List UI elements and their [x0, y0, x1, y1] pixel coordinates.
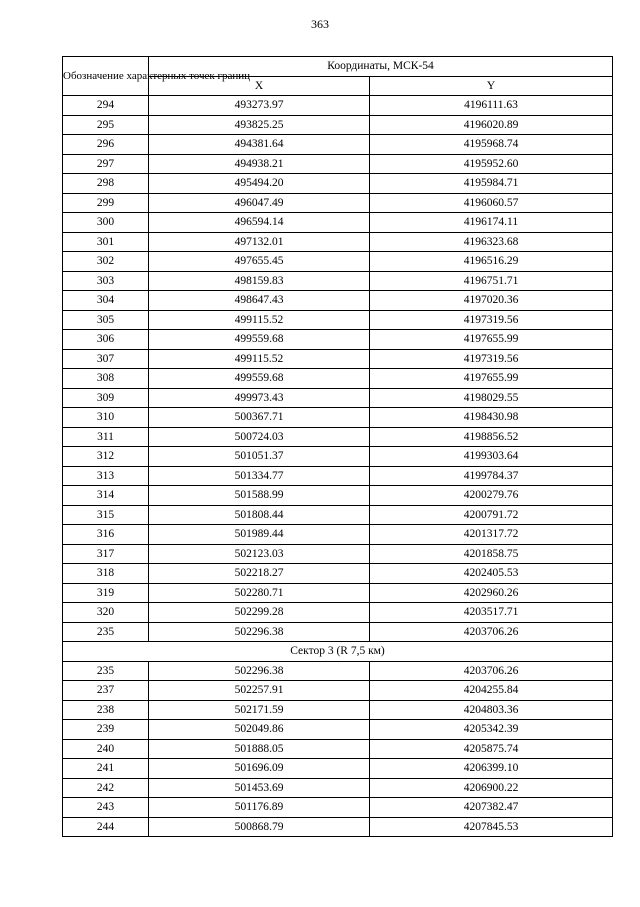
- y-coordinate-cell: 4198430.98: [370, 408, 613, 428]
- point-id-cell: 317: [63, 544, 149, 564]
- point-id-cell: 294: [63, 96, 149, 116]
- table-row: [63, 798, 613, 818]
- y-coordinate-cell: 4206399.10: [370, 759, 613, 779]
- table-row: [63, 603, 613, 623]
- y-coordinate-cell: 4198029.55: [370, 388, 613, 408]
- table-row: [63, 681, 613, 701]
- point-id-cell: 240: [63, 739, 149, 759]
- sector-title: Сектор 3 (R 7,5 км): [63, 642, 613, 662]
- table-row: [63, 135, 613, 155]
- column-header-point-id: Обозначение характерных точек границ: [63, 57, 149, 96]
- x-coordinate-cell: 499115.52: [149, 349, 370, 369]
- y-coordinate-cell: 4196174.11: [370, 213, 613, 233]
- point-id-cell: 315: [63, 505, 149, 525]
- point-id-cell: 307: [63, 349, 149, 369]
- column-header-x: X: [149, 76, 370, 96]
- y-coordinate-cell: 4203517.71: [370, 603, 613, 623]
- table-row: [63, 213, 613, 233]
- x-coordinate-cell: 496594.14: [149, 213, 370, 233]
- point-id-cell: 297: [63, 154, 149, 174]
- point-id-cell: 308: [63, 369, 149, 389]
- x-coordinate-cell: 501334.77: [149, 466, 370, 486]
- x-coordinate-cell: 502218.27: [149, 564, 370, 584]
- point-id-cell: 313: [63, 466, 149, 486]
- table-row: [63, 232, 613, 252]
- y-coordinate-cell: 4196323.68: [370, 232, 613, 252]
- x-coordinate-cell: 502123.03: [149, 544, 370, 564]
- y-coordinate-cell: 4203706.26: [370, 622, 613, 642]
- x-coordinate-cell: 500724.03: [149, 427, 370, 447]
- x-coordinate-cell: 497655.45: [149, 252, 370, 272]
- point-id-cell: 303: [63, 271, 149, 291]
- table-row: [63, 817, 613, 837]
- point-id-cell: 243: [63, 798, 149, 818]
- point-id-cell: 242: [63, 778, 149, 798]
- x-coordinate-cell: 501588.99: [149, 486, 370, 506]
- table-row: [63, 271, 613, 291]
- point-id-cell: 239: [63, 720, 149, 740]
- x-coordinate-cell: 493273.97: [149, 96, 370, 116]
- x-coordinate-cell: 501176.89: [149, 798, 370, 818]
- y-coordinate-cell: 4200791.72: [370, 505, 613, 525]
- table-row: [63, 115, 613, 135]
- x-coordinate-cell: 501453.69: [149, 778, 370, 798]
- x-coordinate-cell: 493825.25: [149, 115, 370, 135]
- table-row: [63, 525, 613, 545]
- x-coordinate-cell: 498159.83: [149, 271, 370, 291]
- table-row: [63, 349, 613, 369]
- point-id-cell: 299: [63, 193, 149, 213]
- y-coordinate-cell: 4201858.75: [370, 544, 613, 564]
- point-id-cell: 304: [63, 291, 149, 311]
- y-coordinate-cell: 4205342.39: [370, 720, 613, 740]
- table-row: [63, 388, 613, 408]
- y-coordinate-cell: 4199784.37: [370, 466, 613, 486]
- point-id-cell: 238: [63, 700, 149, 720]
- x-coordinate-cell: 502296.38: [149, 622, 370, 642]
- column-header-coordinates: Координаты, МСК-54: [149, 57, 613, 77]
- y-coordinate-cell: 4203706.26: [370, 661, 613, 681]
- point-id-cell: 320: [63, 603, 149, 623]
- x-coordinate-cell: 497132.01: [149, 232, 370, 252]
- table-row: [63, 291, 613, 311]
- x-coordinate-cell: 502299.28: [149, 603, 370, 623]
- y-coordinate-cell: 4197319.56: [370, 310, 613, 330]
- table-row: [63, 720, 613, 740]
- table-row: [63, 154, 613, 174]
- y-coordinate-cell: 4196111.63: [370, 96, 613, 116]
- y-coordinate-cell: 4207382.47: [370, 798, 613, 818]
- x-coordinate-cell: 495494.20: [149, 174, 370, 194]
- y-coordinate-cell: 4196751.71: [370, 271, 613, 291]
- sector-row: [63, 642, 613, 662]
- y-coordinate-cell: 4196516.29: [370, 252, 613, 272]
- point-id-cell: 318: [63, 564, 149, 584]
- table-row: [63, 700, 613, 720]
- y-coordinate-cell: 4200279.76: [370, 486, 613, 506]
- x-coordinate-cell: 499559.68: [149, 369, 370, 389]
- table-row: [63, 564, 613, 584]
- x-coordinate-cell: 501989.44: [149, 525, 370, 545]
- point-id-cell: 319: [63, 583, 149, 603]
- point-id-cell: 296: [63, 135, 149, 155]
- x-coordinate-cell: 501051.37: [149, 447, 370, 467]
- table-row: [63, 174, 613, 194]
- y-coordinate-cell: 4197319.56: [370, 349, 613, 369]
- x-coordinate-cell: 501696.09: [149, 759, 370, 779]
- y-coordinate-cell: 4195952.60: [370, 154, 613, 174]
- y-coordinate-cell: 4207845.53: [370, 817, 613, 837]
- x-coordinate-cell: 500868.79: [149, 817, 370, 837]
- x-coordinate-cell: 502257.91: [149, 681, 370, 701]
- y-coordinate-cell: 4202960.26: [370, 583, 613, 603]
- table-row: [63, 310, 613, 330]
- table-row: [63, 427, 613, 447]
- point-id-cell: 298: [63, 174, 149, 194]
- table-row: [63, 408, 613, 428]
- x-coordinate-cell: 500367.71: [149, 408, 370, 428]
- point-id-cell: 306: [63, 330, 149, 350]
- y-coordinate-cell: 4197655.99: [370, 330, 613, 350]
- table-row: [63, 486, 613, 506]
- table-row: [63, 330, 613, 350]
- y-coordinate-cell: 4202405.53: [370, 564, 613, 584]
- x-coordinate-cell: 502171.59: [149, 700, 370, 720]
- x-coordinate-cell: 499115.52: [149, 310, 370, 330]
- table-row: [63, 759, 613, 779]
- y-coordinate-cell: 4198856.52: [370, 427, 613, 447]
- column-header-y: Y: [370, 76, 613, 96]
- point-id-cell: 302: [63, 252, 149, 272]
- table-row: [63, 583, 613, 603]
- x-coordinate-cell: 501808.44: [149, 505, 370, 525]
- x-coordinate-cell: 501888.05: [149, 739, 370, 759]
- coordinates-table: [62, 56, 613, 837]
- x-coordinate-cell: 502280.71: [149, 583, 370, 603]
- point-id-cell: 316: [63, 525, 149, 545]
- table-row: [63, 622, 613, 642]
- table-row: [63, 466, 613, 486]
- point-id-cell: 241: [63, 759, 149, 779]
- x-coordinate-cell: 496047.49: [149, 193, 370, 213]
- y-coordinate-cell: 4204255.84: [370, 681, 613, 701]
- y-coordinate-cell: 4199303.64: [370, 447, 613, 467]
- y-coordinate-cell: 4204803.36: [370, 700, 613, 720]
- table-row: [63, 252, 613, 272]
- y-coordinate-cell: 4197655.99: [370, 369, 613, 389]
- point-id-cell: 311: [63, 427, 149, 447]
- x-coordinate-cell: 494938.21: [149, 154, 370, 174]
- x-coordinate-cell: 502296.38: [149, 661, 370, 681]
- table-body-part1: [63, 96, 613, 642]
- x-coordinate-cell: 499973.43: [149, 388, 370, 408]
- y-coordinate-cell: 4197020.36: [370, 291, 613, 311]
- y-coordinate-cell: 4195968.74: [370, 135, 613, 155]
- y-coordinate-cell: 4196020.89: [370, 115, 613, 135]
- y-coordinate-cell: 4196060.57: [370, 193, 613, 213]
- sector-section: [63, 642, 613, 662]
- point-id-cell: 309: [63, 388, 149, 408]
- table-body-part2: [63, 661, 613, 837]
- point-id-cell: 295: [63, 115, 149, 135]
- table-row: [63, 447, 613, 467]
- y-coordinate-cell: 4206900.22: [370, 778, 613, 798]
- table-row: [63, 193, 613, 213]
- table-row: [63, 369, 613, 389]
- point-id-cell: 310: [63, 408, 149, 428]
- point-id-cell: 235: [63, 622, 149, 642]
- point-id-cell: 244: [63, 817, 149, 837]
- table-row: [63, 661, 613, 681]
- table-row: [63, 778, 613, 798]
- point-id-cell: 301: [63, 232, 149, 252]
- x-coordinate-cell: 499559.68: [149, 330, 370, 350]
- y-coordinate-cell: 4205875.74: [370, 739, 613, 759]
- x-coordinate-cell: 494381.64: [149, 135, 370, 155]
- x-coordinate-cell: 502049.86: [149, 720, 370, 740]
- y-coordinate-cell: 4195984.71: [370, 174, 613, 194]
- point-id-cell: 237: [63, 681, 149, 701]
- point-id-cell: 300: [63, 213, 149, 233]
- point-id-cell: 305: [63, 310, 149, 330]
- table-row: [63, 739, 613, 759]
- table-row: [63, 505, 613, 525]
- point-id-cell: 314: [63, 486, 149, 506]
- point-id-cell: 235: [63, 661, 149, 681]
- table-row: [63, 96, 613, 116]
- point-id-cell: 312: [63, 447, 149, 467]
- table-row: [63, 544, 613, 564]
- x-coordinate-cell: 498647.43: [149, 291, 370, 311]
- page-number: 363: [311, 17, 329, 31]
- y-coordinate-cell: 4201317.72: [370, 525, 613, 545]
